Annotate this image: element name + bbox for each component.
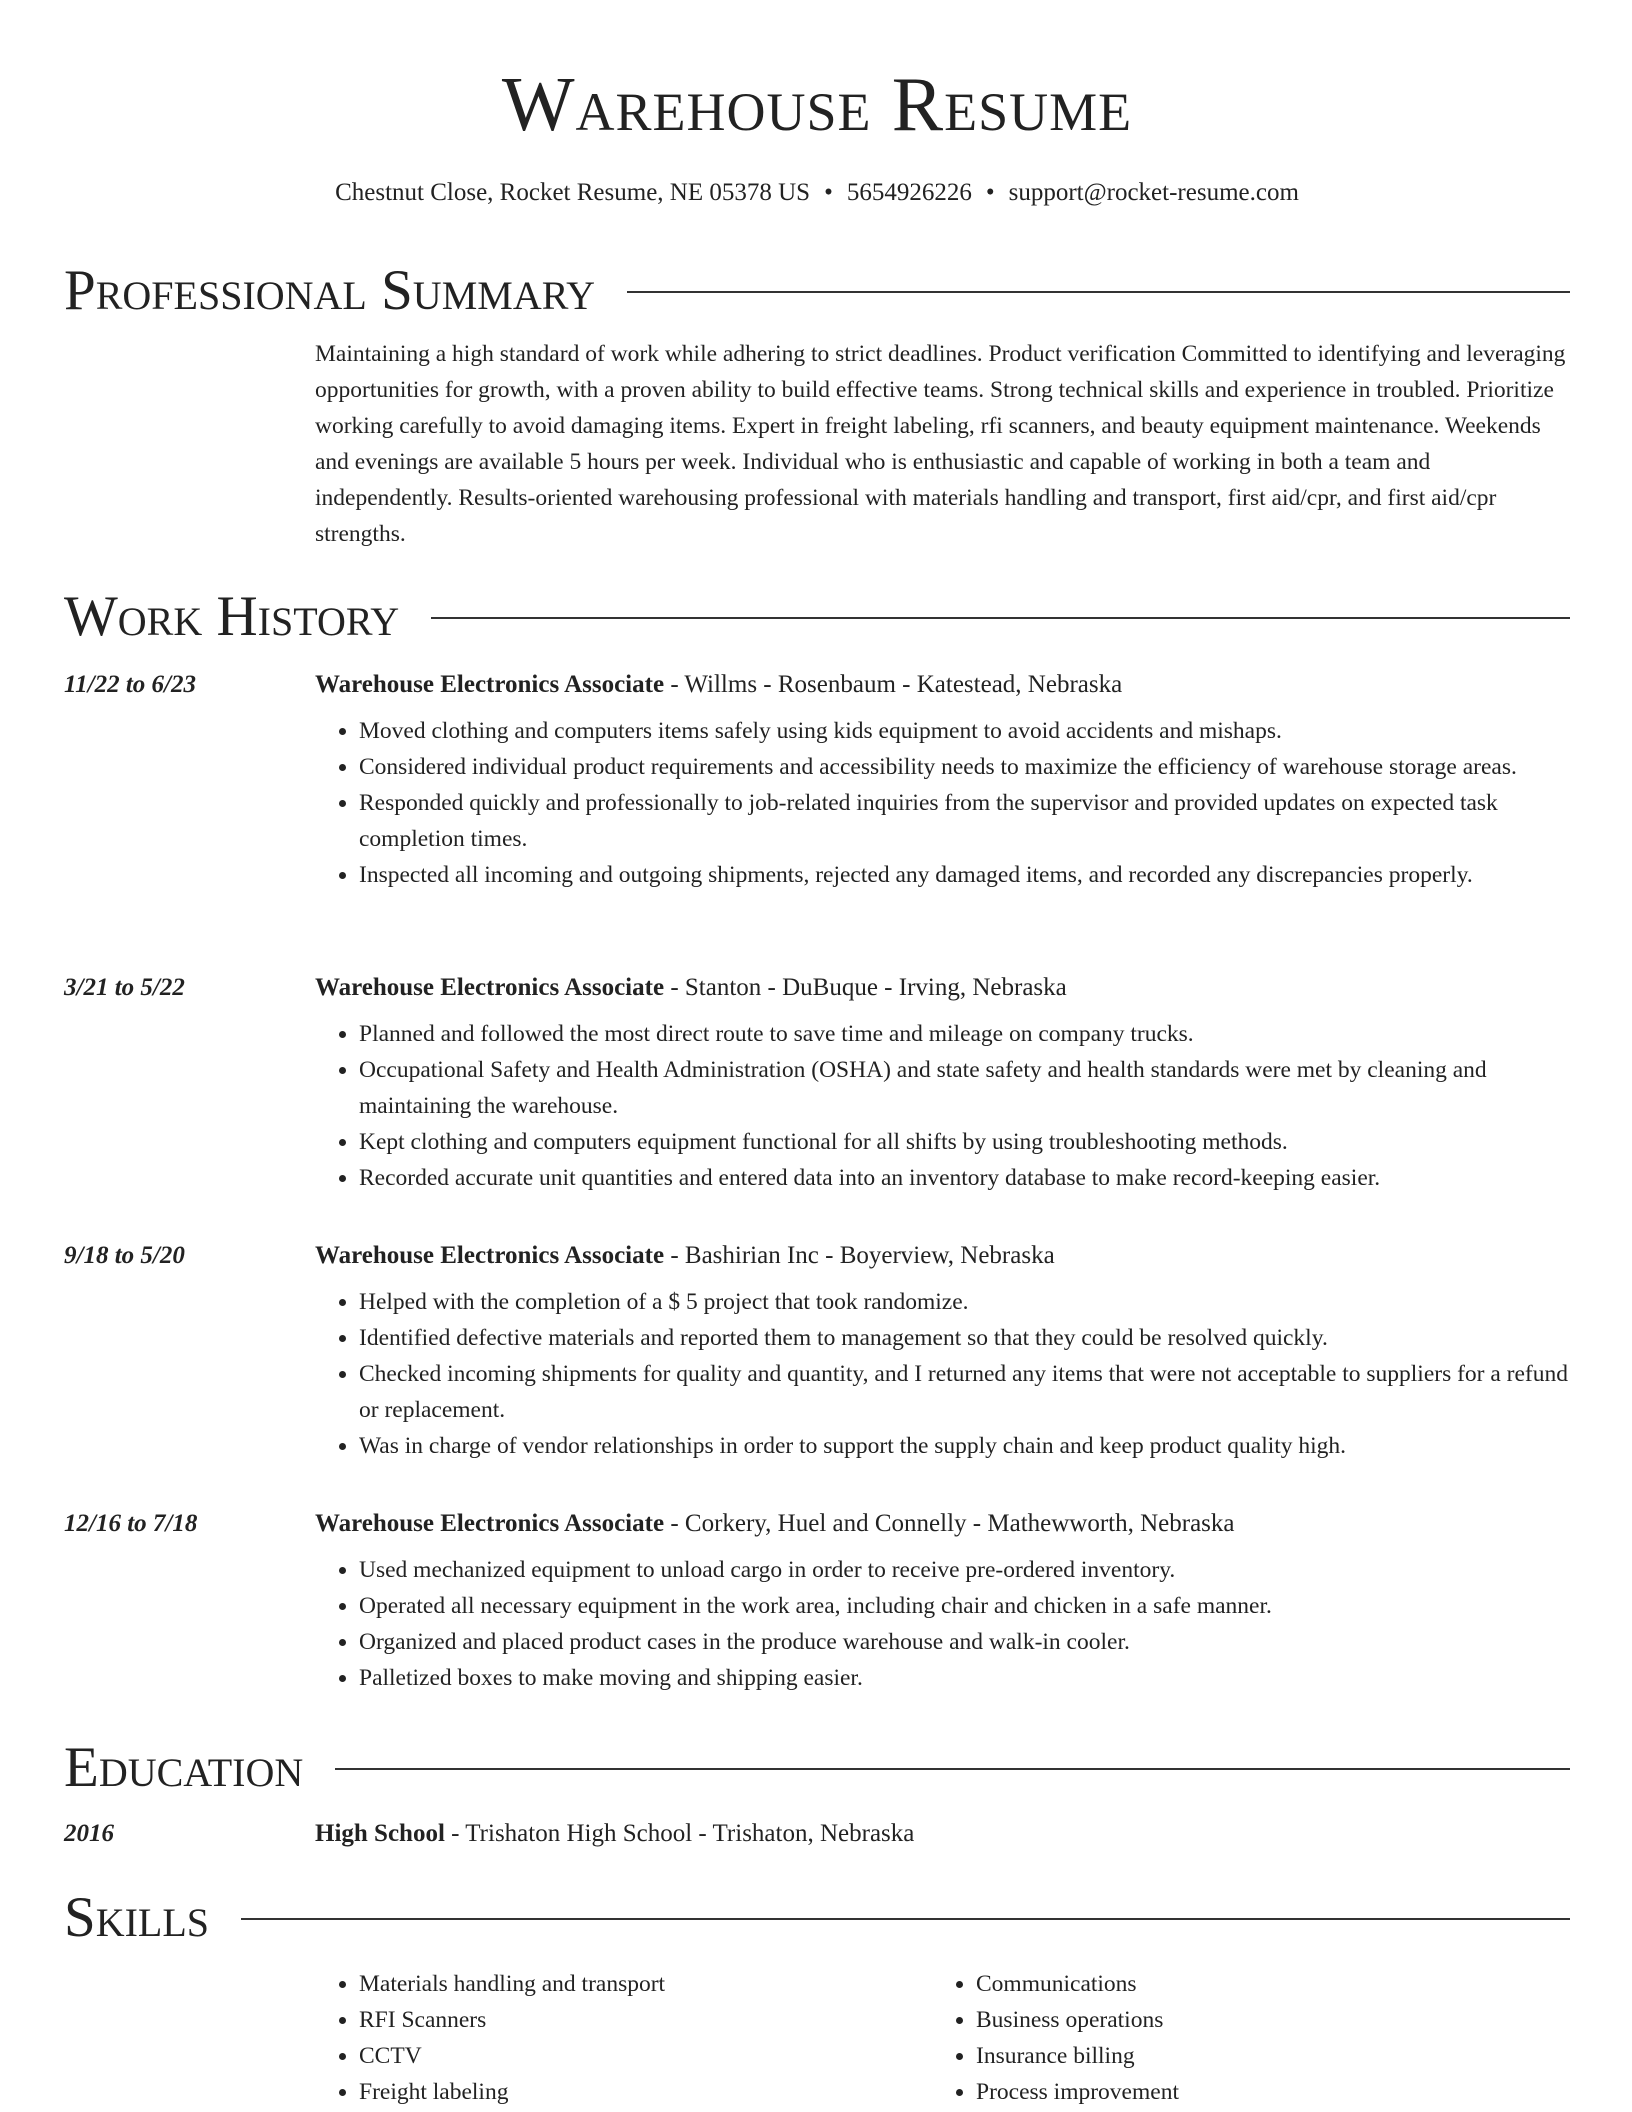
job-title: Warehouse Electronics Associate bbox=[315, 671, 665, 698]
education-heading-line bbox=[315, 1821, 914, 1846]
job-details: - Willms - Rosenbaum - Katestead, Nebraska bbox=[664, 671, 1123, 698]
job-bullet: • Inspected all incoming and outgoing shipments, rejected any damaged items, and recorded any discrepancies properly. bbox=[359, 857, 1570, 893]
job-details: - Corkery, Huel and Connelly - Mathewworth, Nebraska bbox=[664, 1510, 1235, 1537]
contact-address: Chestnut Close, Rocket Resume, NE 05378 US bbox=[335, 179, 811, 206]
job-bullet: • Organized and placed product cases in the produce warehouse and walk-in cooler. bbox=[359, 1624, 1570, 1660]
work-section-header bbox=[64, 585, 1570, 648]
job-dates: 9/18 to 5/20 bbox=[64, 1242, 185, 1269]
job-bullet: • Identified defective materials and reported them to management so that they could be resolved quickly. bbox=[359, 1320, 1570, 1356]
contact-separator: • bbox=[985, 179, 995, 206]
job-bullet: • Kept clothing and computers equipment functional for all shifts by using troubleshooting methods. bbox=[359, 1124, 1570, 1160]
skills-heading: Skills bbox=[64, 1886, 210, 1949]
section-divider bbox=[431, 617, 1570, 619]
education-heading: Education bbox=[64, 1736, 304, 1799]
job-bullet: • Palletized boxes to make moving and shipping easier. bbox=[359, 1660, 1570, 1696]
job-title: Warehouse Electronics Associate bbox=[315, 1242, 665, 1269]
job-dates: 12/16 to 7/18 bbox=[64, 1510, 198, 1537]
job-bullet: • Responded quickly and professionally to job-related inquiries from the supervisor and provided updates on expected task completion times. bbox=[359, 785, 1570, 857]
summary-heading: Professional Summary bbox=[64, 259, 596, 322]
job-bullet: • Occupational Safety and Health Administration (OSHA) and state safety and health standards were met by cleaning and maintaining the warehouse. bbox=[359, 1052, 1570, 1124]
section-divider bbox=[241, 1918, 1570, 1920]
job-bullets bbox=[315, 1552, 1570, 1696]
skill-item: • CCTV bbox=[359, 2038, 665, 2074]
job-bullet: • Checked incoming shipments for quality and quantity, and I returned any items that were not acceptable to suppliers for a refund or replacement. bbox=[359, 1356, 1570, 1428]
skill-item: • Materials handling and transport bbox=[359, 1966, 665, 2002]
education-degree: High School bbox=[315, 1820, 445, 1847]
resume-title: Warehouse Resume bbox=[501, 61, 1133, 147]
contact-phone: 5654926226 bbox=[846, 179, 972, 206]
job-bullet: • Recorded accurate unit quantities and entered data into an inventory database to make record-keeping easier. bbox=[359, 1160, 1570, 1196]
job-bullet: • Helped with the completion of a $ 5 project that took randomize. bbox=[359, 1284, 1570, 1320]
skill-item: • Freight labeling bbox=[359, 2074, 665, 2110]
job-bullets bbox=[315, 1284, 1570, 1464]
resume-page bbox=[64, 0, 1570, 2105]
job-title: Warehouse Electronics Associate bbox=[315, 1510, 665, 1537]
job-title: Warehouse Electronics Associate bbox=[315, 974, 665, 1001]
job-details: - Bashirian Inc - Boyerview, Nebraska bbox=[664, 1242, 1055, 1269]
skill-item: • Communications bbox=[976, 1966, 1179, 2002]
section-divider bbox=[627, 291, 1570, 293]
skills-list-right bbox=[932, 1966, 1179, 2110]
skill-item: • RFI Scanners bbox=[359, 2002, 665, 2038]
skills-section-header bbox=[64, 1886, 1570, 1949]
skill-item: • Insurance billing bbox=[976, 2038, 1179, 2074]
job-bullets bbox=[315, 713, 1570, 893]
education-year: 2016 bbox=[64, 1820, 114, 1847]
job-heading bbox=[315, 1243, 1055, 1268]
contact-separator: • bbox=[824, 179, 833, 206]
education-details: - Trishaton High School - Trishaton, Nebraska bbox=[444, 1820, 915, 1847]
job-dates: 3/21 to 5/22 bbox=[64, 974, 185, 1001]
job-heading bbox=[315, 1511, 1235, 1536]
education-section-header bbox=[64, 1736, 1570, 1799]
skill-item: • Process improvement bbox=[976, 2074, 1179, 2110]
job-bullet: • Planned and followed the most direct route to save time and mileage on company trucks. bbox=[359, 1016, 1570, 1052]
section-divider bbox=[335, 1768, 1570, 1770]
skills-list-left bbox=[315, 1966, 665, 2110]
job-bullet: • Considered individual product requirements and accessibility needs to maximize the efficiency of warehouse storage areas. bbox=[359, 749, 1570, 785]
job-details: - Stanton - DuBuque - Irving, Nebraska bbox=[664, 974, 1067, 1001]
job-bullet: • Moved clothing and computers items safely using kids equipment to avoid accidents and mishaps. bbox=[359, 713, 1570, 749]
contact-line bbox=[64, 180, 1570, 205]
summary-section-header bbox=[64, 259, 1570, 322]
job-heading bbox=[315, 672, 1122, 697]
job-dates: 11/22 to 6/23 bbox=[64, 671, 196, 698]
job-bullet: • Was in charge of vendor relationships in order to support the supply chain and keep product quality high. bbox=[359, 1428, 1570, 1464]
work-heading: Work History bbox=[64, 585, 400, 648]
contact-email: support@rocket-resume.com bbox=[1008, 179, 1299, 206]
job-heading bbox=[315, 975, 1067, 1000]
skill-item: • Business operations bbox=[976, 2002, 1179, 2038]
job-bullet: • Used mechanized equipment to unload cargo in order to receive pre-ordered inventory. bbox=[359, 1552, 1570, 1588]
summary-text: Maintaining a high standard of work while adhering to strict deadlines. Product verification Committed to identifying and leveraging opportunities for growth, with a proven ability to build effective teams. Strong technical skills and experience in troubled. Prioritize working carefully to avoid damaging items. Expert in freight labeling, rfi scanners, and beauty equipment maintenance. Weekends and evenings are available 5 hours per week. Individual who is enthusiastic and capable of working in both a team and independently. Results-oriented warehousing professional with materials handling and transport, first aid/cpr, and first aid/cpr strengths. bbox=[315, 341, 1566, 547]
job-bullet: • Operated all necessary equipment in the work area, including chair and chicken in a safe manner. bbox=[359, 1588, 1570, 1624]
job-bullets bbox=[315, 1016, 1570, 1196]
